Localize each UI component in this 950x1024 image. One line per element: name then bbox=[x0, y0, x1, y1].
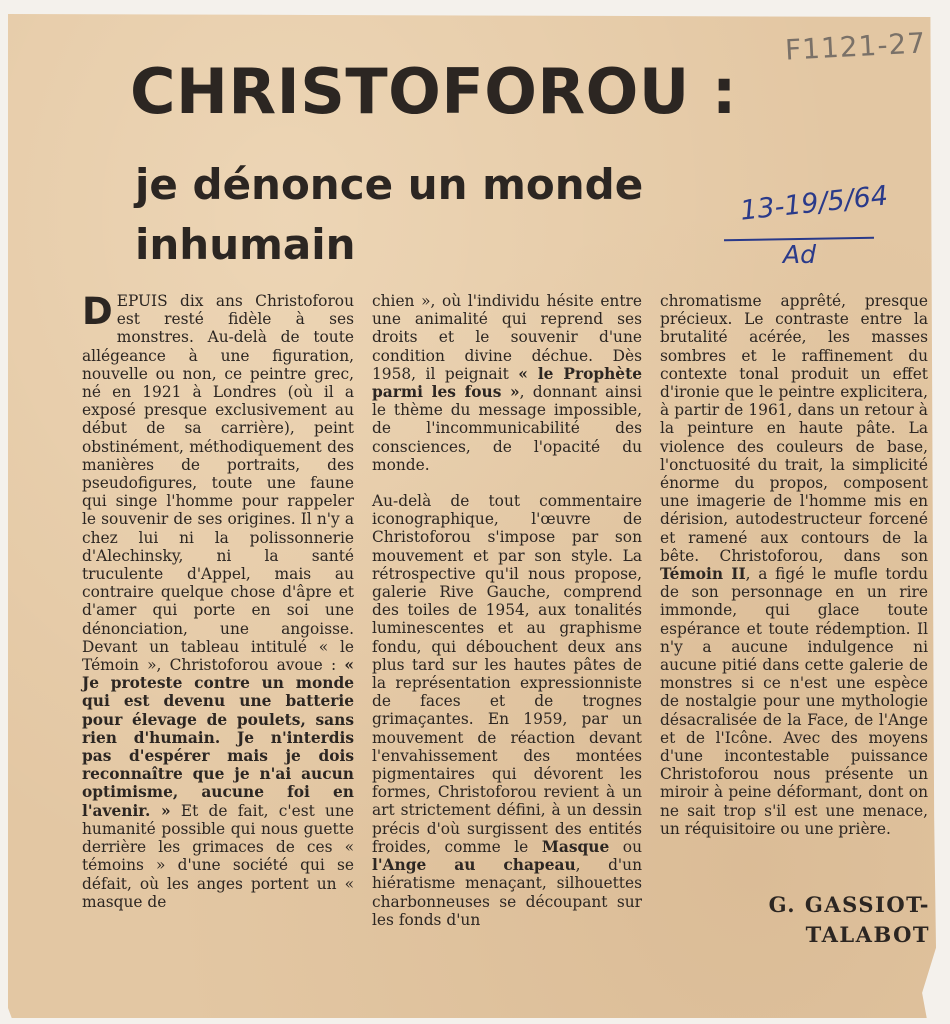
article-headline: CHRISTOFOROU : bbox=[130, 55, 738, 128]
column-3-text-b: , a figé le mufle tordu de son personnage en un rire immonde, qui glace toute espérance et toute rédemption. Il n'y a aucune indulgence ni aucune pitié dans cette galerie de monstres si ce n'est une espèce de nostalgie pour une mythologie désacralisée de la Face, de l'Ange et de l'Icône. Avec des moyens d'une incontestable puissance Christoforou nous présente un miroir à peine déformant, dont on ne sait trop s'il est une menace, un réquisitoire ou une prière. bbox=[660, 565, 928, 838]
artist-quote: « Je proteste contre un monde qui est devenu une batterie pour élevage de poulets, sans rien d'humain. Je n'interdis pas d'espérer mais je dois reconnaître que je n'ai aucun optimisme, aucune foi en l'avenir. » bbox=[82, 656, 354, 820]
article-column-2 bbox=[372, 292, 642, 929]
painting-title-masque: Masque bbox=[541, 837, 610, 856]
column-3-paragraph bbox=[660, 292, 928, 838]
column-2-paragraph-1 bbox=[372, 292, 642, 474]
column-1-text-a: EPUIS dix ans Christoforou est resté fidèle à ses monstres. Au-delà de toute allégeance à une figuration, nouvelle ou non, ce peintre grec, né en 1921 à Londres (où il a exposé presque exclusivement au début de sa carrière), peint obstinément, méthodiquement des manières de portraits, des pseudofigures, toute une faune qui singe l'homme pour rappeler le souvenir de ses origines. Il n'y a chez lui ni la polissonnerie d'Alechinsky, ni la santé truculente d'Appel, mais au contraire quelque chose d'âpre et d'amer qui porte en soi une dénonciation, une angoisse. Devant un tableau intitulé « le Témoin », Christoforou avoue : bbox=[82, 292, 354, 675]
paragraph-gap bbox=[372, 474, 642, 492]
handwritten-initials: Ad bbox=[783, 240, 816, 269]
painting-title-prophete: « le Prophète parmi les fous » bbox=[372, 364, 642, 402]
author-line-2: TALABOT bbox=[805, 922, 930, 947]
archive-reference: F1121-27 bbox=[784, 26, 927, 67]
column-2-text-d: , d'un hiératisme menaçant, silhouettes charbonneuses se découpant sur les fonds d'un bbox=[372, 856, 642, 929]
column-1-paragraph bbox=[82, 292, 354, 911]
drop-cap: D bbox=[82, 290, 113, 333]
column-2-text-c: Au-delà de tout commentaire iconographique, l'œuvre de Christoforou s'impose par son mouvement et par son style. La rétrospective qu'il nous propose, galerie Rive Gauche, comprend des toiles de 1954, aux tonalités luminescentes et au graphisme fondu, qui débouchent deux ans plus tard sur les hautes pâtes de la représentation expressionniste de faces et de trognes grimaçantes. En 1959, par un mouvement de réaction devant l'envahissement des montées pigmentaires qui dévorent les formes, Christoforou revient à un art strictement défini, à un dessin précis d'où surgissent des entités froides, comme le bbox=[372, 492, 642, 856]
article-author bbox=[700, 890, 930, 950]
article-subheadline: je dénonce un monde inhumain bbox=[135, 160, 644, 269]
column-2-text-b: , donnant ainsi le thème du message impossible, de l'incommunicabilité des consciences, de l'opacité du monde. bbox=[372, 383, 642, 474]
column-3-text-a: chromatisme apprêté, presque précieux. Le contraste entre la brutalité acérée, les masses sombres et le raffinement du contexte tonal produit un effet d'ironie que le peintre explicitera, à partir de 1961, dans un retour à la peinture en haute pâte. La violence des couleurs de base, l'onctuosité du trait, la simplicité énorme du propos, composent une imagerie de l'homme mis en dérision, autodestructeur forcené et ramené aux contours de la bête. Christoforou, dans son bbox=[660, 292, 928, 565]
author-line-1: G. GASSIOT- bbox=[768, 892, 930, 917]
column-1-text-b: Et de fait, c'est une humanité possible qui nous guette derrière les grimaces de ces « témoins » d'une société qui se défait, où les anges portent un « masque de bbox=[82, 801, 354, 911]
painting-title-ange: l'Ange au chapeau bbox=[372, 856, 576, 875]
painting-title-temoin: Témoin II bbox=[660, 565, 746, 584]
column-2-text-ou: ou bbox=[622, 837, 642, 856]
handwritten-date: 13-19/5/64 bbox=[738, 180, 890, 227]
column-2-paragraph-2 bbox=[372, 492, 642, 929]
article-column-1 bbox=[82, 292, 354, 911]
column-2-text-a: chien », où l'individu hésite entre une animalité qui reprend ses droits et le souvenir d'une condition divine déchue. Dès 1958, il peignait bbox=[372, 292, 642, 383]
article-column-3 bbox=[660, 292, 928, 838]
